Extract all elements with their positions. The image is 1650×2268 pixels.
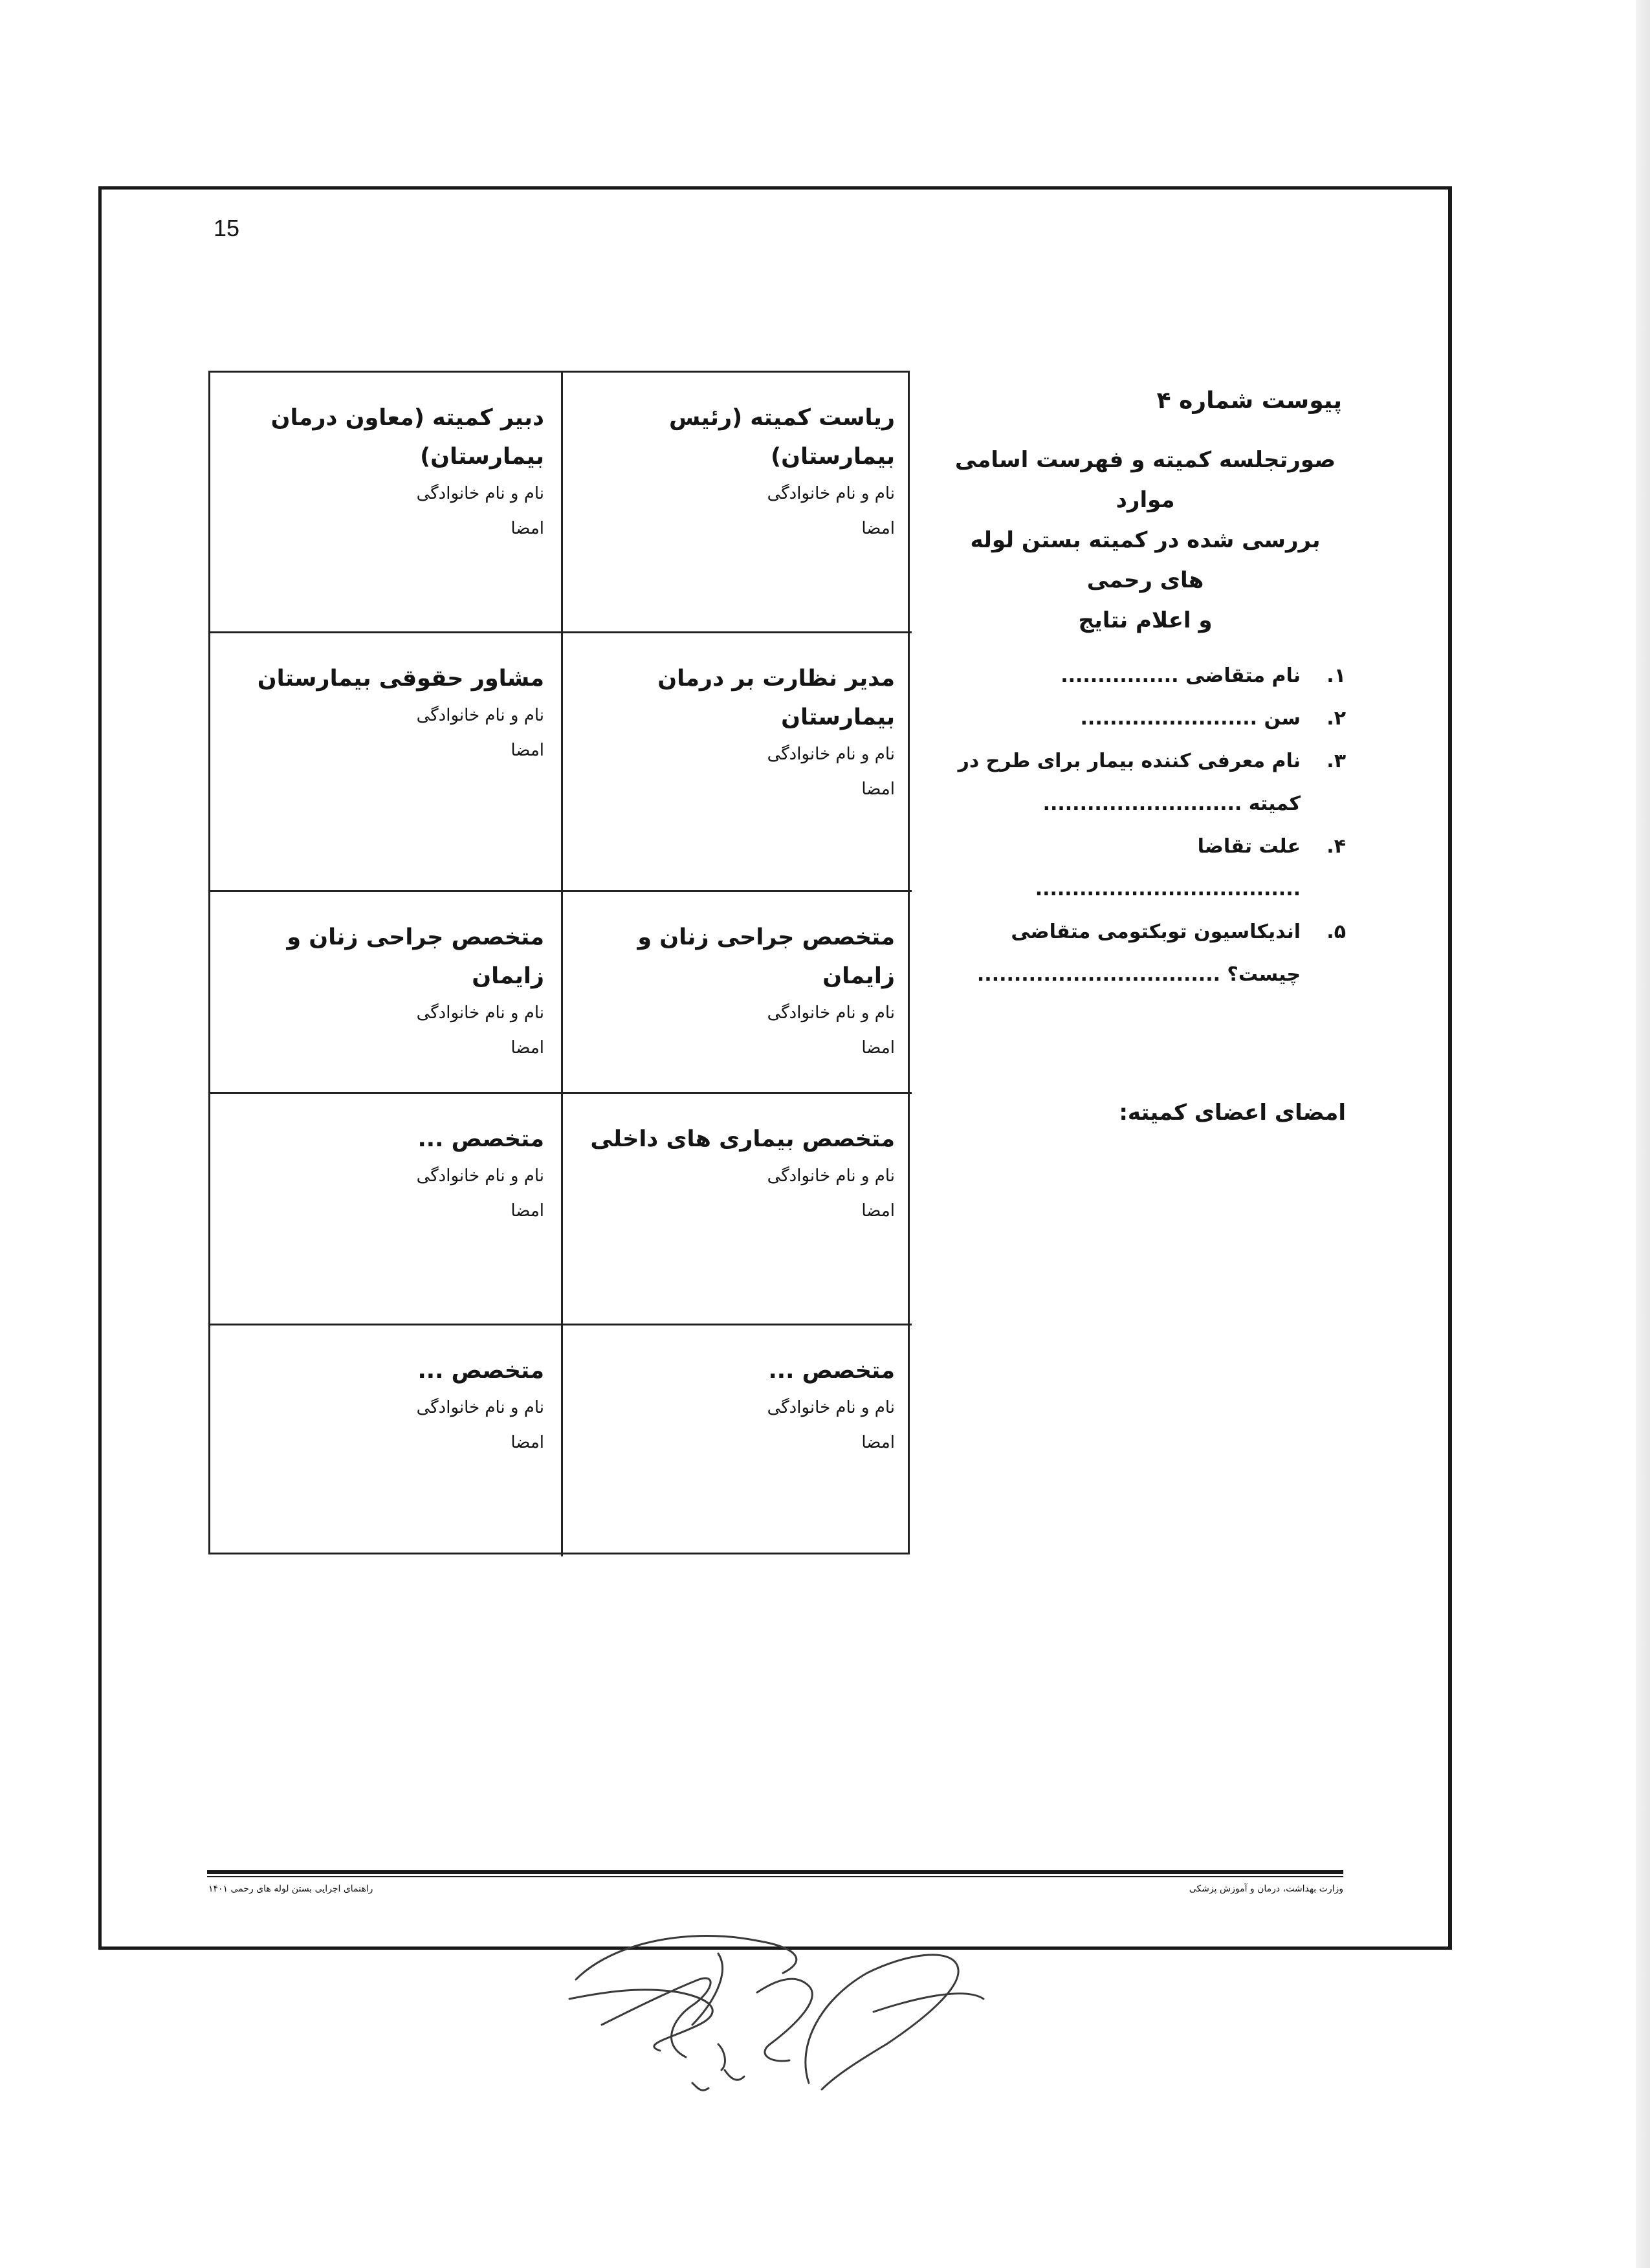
- cell-title: دبیر کمیته (معاون درمان: [270, 405, 544, 431]
- item-line: کمیته ...........................: [1042, 792, 1301, 815]
- committee-signatures-label: امضای اعضای کمیته:: [1119, 1100, 1346, 1126]
- footer-guide-title: راهنمای اجرایی بستن لوله های رحمی ۱۴۰۱: [208, 1884, 373, 1894]
- cell-title: متخصص بیماری های داخلی: [590, 1126, 895, 1152]
- name-label: نام و نام خانوادگی: [767, 745, 895, 764]
- item-line: علت تقاضا ....................................: [1035, 835, 1301, 900]
- list-item: [932, 911, 1346, 996]
- heading-line: و اعلام نتایج: [1078, 607, 1213, 633]
- cell-title: مدیر نظارت بر درمان بیمارستان: [657, 666, 895, 730]
- grid-cell-treatment-supervisor: [561, 631, 912, 890]
- item-text: [932, 825, 1301, 911]
- name-label: نام و نام خانوادگی: [767, 1166, 895, 1186]
- sign-label: امضا: [511, 1038, 544, 1058]
- sign-label: امضا: [861, 1433, 895, 1452]
- cell-title-continued: بیمارستان): [420, 444, 544, 470]
- item-line: نام متقاضی ................: [1061, 664, 1301, 687]
- item-number: ۱.: [1326, 664, 1346, 687]
- list-item: [932, 740, 1346, 825]
- scan-edge: [1636, 0, 1650, 2268]
- grid-cell-specialist-c: [210, 1324, 561, 1556]
- annex-title: پیوست شماره ۴: [1156, 387, 1342, 414]
- sign-label: امضا: [861, 780, 895, 799]
- item-text: [932, 697, 1301, 740]
- item-line: اندیکاسیون توبکتومی متقاضی: [1011, 921, 1301, 943]
- name-label: نام و نام خانوادگی: [416, 484, 544, 503]
- name-label: نام و نام خانوادگی: [767, 484, 895, 503]
- page-number: 15: [214, 215, 240, 241]
- item-line: چیست؟ .................................: [976, 963, 1301, 986]
- cell-title: متخصص ...: [768, 1358, 895, 1384]
- item-text: [932, 740, 1301, 825]
- name-label: نام و نام خانوادگی: [416, 1166, 544, 1186]
- cell-title: متخصص ...: [417, 1126, 544, 1152]
- sign-label: امضا: [511, 1433, 544, 1452]
- grid-cell-internist: [561, 1092, 912, 1324]
- name-label: نام و نام خانوادگی: [416, 706, 544, 725]
- footer-ministry: وزارت بهداشت، درمان و آموزش پزشکی: [1189, 1884, 1343, 1894]
- name-label: نام و نام خانوادگی: [767, 1398, 895, 1417]
- heading-line: بررسی شده در کمیته بستن لوله های رحمی: [970, 527, 1321, 593]
- item-number: ۳.: [1326, 750, 1346, 772]
- item-text: [932, 911, 1301, 996]
- list-item: [932, 655, 1346, 697]
- list-item: [932, 825, 1346, 911]
- cell-title: مشاور حقوقی بیمارستان: [257, 666, 544, 692]
- item-number: ۵.: [1326, 921, 1346, 943]
- footer-rule: [207, 1870, 1343, 1874]
- name-label: نام و نام خانوادگی: [416, 1398, 544, 1417]
- cell-title: متخصص جراحی زنان و زایمان: [287, 924, 544, 989]
- applicant-fields-list: [932, 655, 1346, 996]
- cell-title: متخصص جراحی زنان و زایمان: [637, 924, 895, 989]
- cell-title: متخصص ...: [417, 1358, 544, 1384]
- grid-cell-gynecologist-1: [561, 890, 912, 1092]
- sign-label: امضا: [511, 1201, 544, 1221]
- footer-rule-thin: [207, 1876, 1343, 1877]
- grid-cell-specialist-b: [561, 1324, 912, 1556]
- item-line: سن ........................: [1080, 707, 1301, 730]
- item-number: ۴.: [1326, 835, 1346, 858]
- list-item: [932, 697, 1346, 740]
- name-label: نام و نام خانوادگی: [416, 1003, 544, 1023]
- committee-signature-grid: [208, 371, 910, 1554]
- item-number: ۲.: [1326, 707, 1346, 730]
- name-label: نام و نام خانوادگی: [767, 1003, 895, 1023]
- sign-label: امضا: [861, 1201, 895, 1221]
- cell-title: ریاست کمیته (رئیس بیمارستان): [669, 405, 895, 470]
- item-text: [932, 655, 1301, 697]
- sign-label: امضا: [511, 741, 544, 760]
- sign-label: امضا: [861, 1038, 895, 1058]
- sign-label: امضا: [511, 519, 544, 538]
- sign-label: امضا: [861, 519, 895, 538]
- grid-cell-legal-advisor: [210, 631, 561, 890]
- grid-cell-specialist-a: [210, 1092, 561, 1324]
- annex-text-block: [932, 382, 1346, 1132]
- annex-heading: [945, 440, 1346, 640]
- heading-line: صورتجلسه کمیته و فهرست اسامی موارد: [954, 447, 1336, 513]
- grid-cell-committee-chair: [561, 373, 912, 631]
- handwritten-signature: [563, 1915, 1016, 2122]
- grid-cell-gynecologist-2: [210, 890, 561, 1092]
- item-line: نام معرفی کننده بیمار برای طرح در: [958, 750, 1301, 772]
- grid-cell-committee-secretary: [210, 373, 561, 631]
